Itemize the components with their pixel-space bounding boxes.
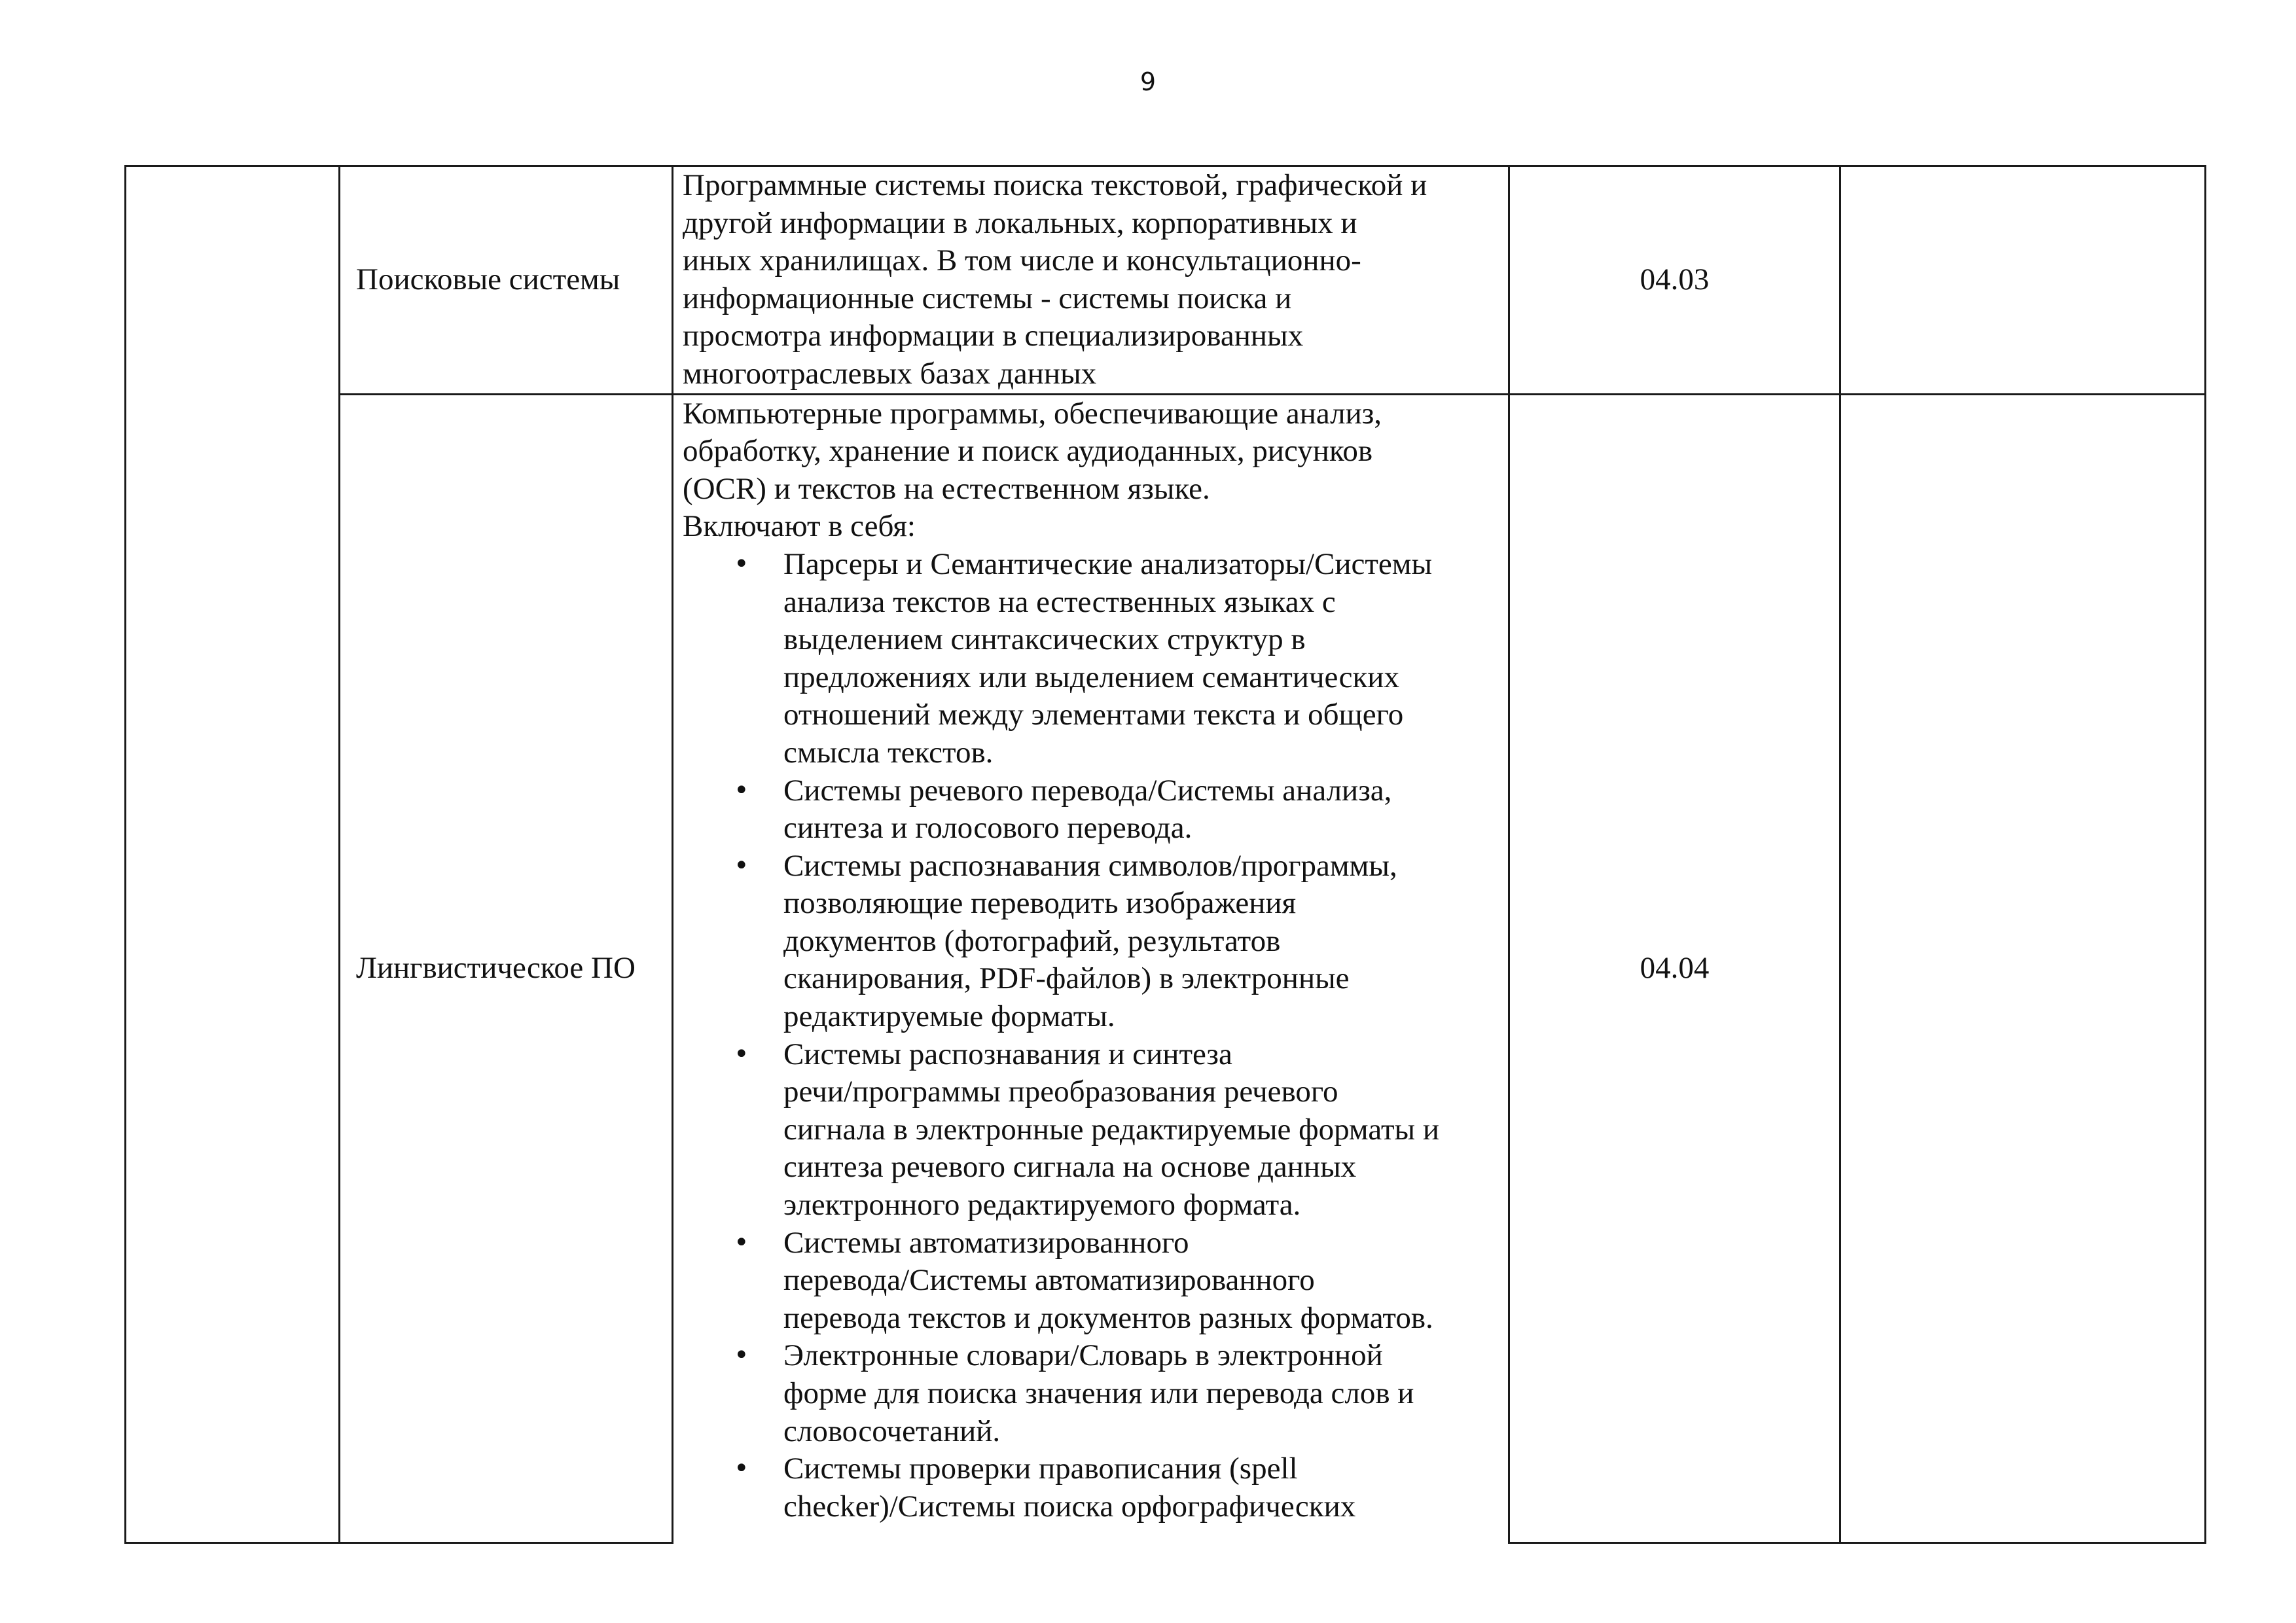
category-code-cell: 04.03 — [1509, 166, 1840, 395]
description-line: информационные системы - системы поиска и — [683, 281, 1292, 315]
bullet-line: отношений между элементами текста и общего — [783, 698, 1404, 732]
bullet-line: документов (фотографий, результатов — [783, 923, 1281, 958]
bullet-line: • Системы автоматизированного — [783, 1225, 1189, 1260]
bullet-line: позволяющие переводить изображения — [783, 886, 1297, 921]
category-description-cell — [673, 394, 1509, 1543]
bullet-item — [783, 1337, 1501, 1450]
empty-right-cell — [1840, 166, 2206, 395]
bullet-item — [783, 847, 1501, 1036]
description-line: (OCR) и текстов на естественном языке. — [683, 471, 1210, 506]
description-line: иных хранилищах. В том числе и консультационно- — [683, 243, 1361, 278]
description-line: Включают в себя: — [683, 509, 916, 544]
bullet-line: смысла текстов. — [783, 735, 994, 770]
bullet-line: речи/программы преобразования речевого — [783, 1075, 1338, 1109]
description-line: обработку, хранение и поиск аудиоданных, рисунков — [683, 434, 1373, 469]
bullet-line: словосочетаний. — [783, 1414, 1001, 1448]
bullet-line: предложениях или выделением семантических — [783, 660, 1399, 694]
category-code-cell: 04.04 — [1509, 394, 1840, 1543]
bullet-item — [783, 1450, 1501, 1525]
bullet-line: анализа текстов на естественных языках с — [783, 584, 1336, 619]
bullet-item — [783, 1036, 1501, 1224]
bullet-line: редактируемые форматы. — [783, 999, 1115, 1034]
bullet-line: синтеза речевого сигнала на основе данных — [783, 1150, 1357, 1185]
bullet-line: синтеза и голосового перевода. — [783, 811, 1193, 846]
empty-left-cell — [126, 166, 340, 1543]
bullet-line: • Системы распознавания и синтеза — [783, 1037, 1232, 1071]
bullet-item — [783, 1224, 1501, 1338]
bullet-line: • Системы распознавания символов/программы, — [783, 848, 1397, 883]
bullet-line: сканирования, PDF-файлов) в электронные — [783, 961, 1350, 996]
bullet-item — [783, 546, 1501, 772]
description-line: Компьютерные программы, обеспечивающие анализ, — [683, 396, 1382, 431]
bullet-line: электронного редактируемого формата. — [783, 1188, 1301, 1222]
description-line: Программные системы поиска текстовой, графической и — [683, 168, 1427, 202]
description-line: многоотраслевых базах данных — [683, 356, 1097, 391]
classification-table — [124, 165, 2206, 1544]
table-row — [126, 166, 2206, 395]
category-name-cell: Поисковые системы — [340, 166, 673, 395]
page-number: 9 — [1139, 67, 1157, 96]
bullet-line: перевода/Системы автоматизированного — [783, 1263, 1315, 1298]
category-name-cell: Лингвистическое ПО — [340, 394, 673, 1543]
bullet-line: checker)/Системы поиска орфографических — [783, 1489, 1356, 1524]
empty-right-cell — [1840, 394, 2206, 1543]
bullet-item — [783, 772, 1501, 847]
bullet-line: • Парсеры и Семантические анализаторы/Системы — [783, 546, 1433, 581]
bullet-line: • Системы проверки правописания (spell — [783, 1452, 1298, 1486]
table-row — [126, 394, 2206, 1543]
bullet-line: сигнала в электронные редактируемые форматы и — [783, 1112, 1439, 1147]
bullet-list — [683, 546, 1501, 1525]
bullet-line: перевода текстов и документов разных форматов. — [783, 1300, 1433, 1335]
bullet-line: форме для поиска значения или перевода слов и — [783, 1376, 1414, 1410]
bullet-line: • Системы речевого перевода/Системы анализа, — [783, 773, 1392, 808]
bullet-line: выделением синтаксических структур в — [783, 622, 1306, 657]
description-line: другой информации в локальных, корпоративных и — [683, 205, 1357, 240]
bullet-line: • Электронные словари/Словарь в электронной — [783, 1338, 1383, 1373]
description-line: просмотра информации в специализированных — [683, 319, 1304, 353]
category-description-cell — [673, 166, 1509, 395]
